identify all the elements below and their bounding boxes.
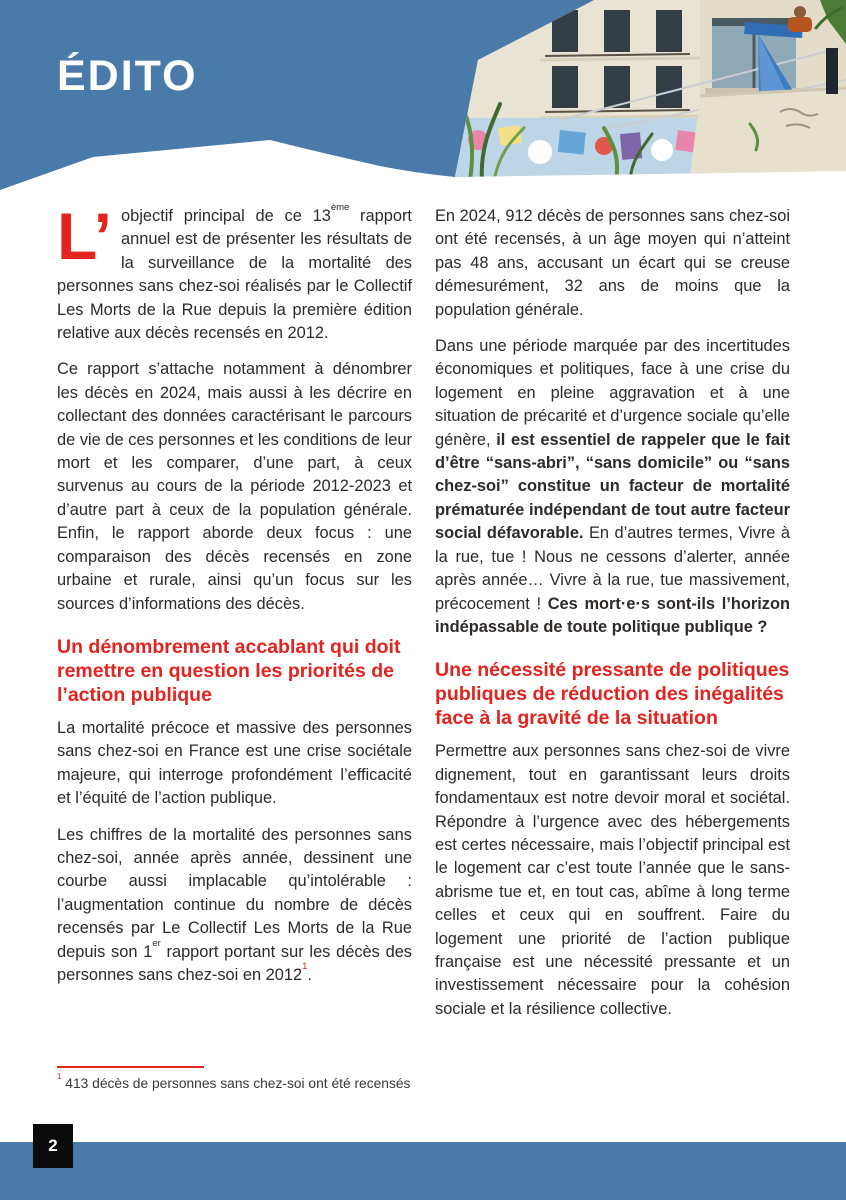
mortality-crisis-paragraph: La mortalité précoce et massive des personnes sans chez-soi en France est une crise sociétale majeure, qui interroge profondément l’efficacité et l’équité de l’action publique. — [57, 718, 412, 808]
right-column — [435, 205, 790, 1034]
footnote — [57, 1071, 657, 1093]
figures-paragraph: Les chiffres de la mortalité des personnes sans chez-soi, année après année, dessinent une courbe aussi implacable qu’intolérable : l’augmentation continue du nombre de décès recensés par Le Collectif Les Morts de la Rue depuis son 1er rapport portant sur les décès des personnes sans chez-soi en 2012$^1$. — [57, 825, 413, 984]
footnote-marker: 1 — [57, 1071, 62, 1081]
right-subheading: Une nécessité pressante de politiques publiques de réduction des inégalités face à la gravité de la situation — [435, 659, 790, 730]
content-columns — [57, 199, 790, 1034]
drop-cap: L’ — [57, 199, 113, 273]
footer-band — [0, 1142, 846, 1200]
page-title: ÉDITO — [57, 52, 198, 100]
left-subheading: Un dénombrement accablant qui doit remettre en question les priorités de l’action publique — [57, 635, 401, 706]
page-header — [0, 0, 846, 200]
footnote-divider — [57, 1066, 204, 1068]
methodology-paragraph: Ce rapport s’attache notamment à dénombrer les décès en 2024, mais aussi à les décrire en collectant des données caractérisant le parcours de vie de ces personnes et les conditions de leur mort et les comparer, d’une part, à ceux survenus au cours de la période 2012-2023 et d’autre part à ceux de la population générale. Enfin, le rapport aborde deux focus : une comparaison des décès recensés en zone urbaine et rurale, ainsi qu’un focus sur les sources d’informations des décès. — [57, 360, 412, 613]
left-column — [57, 199, 413, 1034]
context-paragraph: Dans une période marquée par des incertitudes économiques et politiques, face à une crise du logement en pleine aggravation et à une situation de précarité et d’urgence sociale qu’elle génère, il est essentiel de rappeler que le fait d’être “sans-abri”, “sans domicile” ou “sans chez-soi” constitue un facteur de mortalité prématurée indépendant de tout autre facteur social défavorable. En d’autres termes, Vivre à la rue, tue ! Nous ne cessons d’alerter, année après année… Vivre à la rue, tue massivement, précocement ! Ces mort·e·s sont-ils l’horizon indépassable de toute politique publique ? — [435, 337, 790, 636]
policy-paragraph: Permettre aux personnes sans chez-soi de vivre dignement, tout en garantissant leurs droits fondamentaux est notre devoir moral et sociétal. Répondre à l’urgence avec des hébergements est certes nécessaire, mais l’objectif principal est le logement car c’est toute l’année que le sans-abrisme tue et, en tout cas, abîme à long terme celles et ceux qui en souffrent. Faire du logement une priorité de l’action publique française est une nécessité pressante et un investissement nécessaire pour la cohésion sociale et la résilience collective. — [435, 742, 790, 1018]
page-number: 2 — [33, 1124, 73, 1168]
deaths-2024-paragraph: En 2024, 912 décès de personnes sans chez-soi ont été recensés, à un âge moyen qui n’atteint pas 48 ans, accusant un écart qui se creuse démesurément, 32 ans de moins que la population générale. — [435, 207, 790, 319]
intro-paragraph — [57, 199, 412, 345]
intro-text: objectif principal de ce 13ème rapport annuel est de présenter les résultats de la surveillance de la mortalité des personnes sans chez-soi réalisés par le Collectif Les Morts de la Rue depuis la première édition relative aux décès recensés en 2012. — [57, 202, 412, 343]
footnote-text: 413 décès de personnes sans chez-soi ont été recensés — [65, 1076, 411, 1091]
